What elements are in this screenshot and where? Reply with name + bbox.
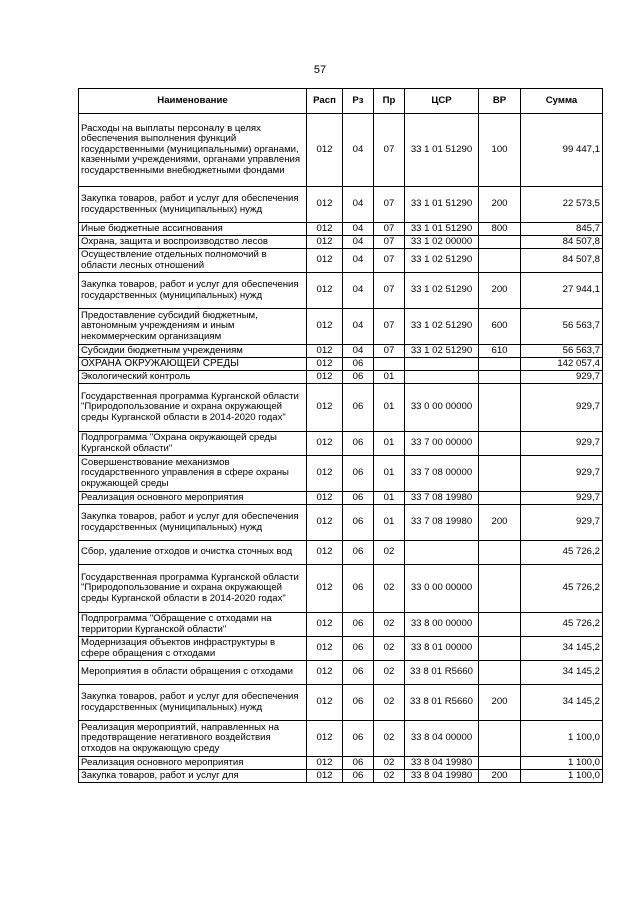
row-pr-cell: 02: [374, 637, 405, 661]
row-pr-cell: 02: [374, 685, 405, 721]
row-vr-cell: [479, 384, 521, 432]
row-rasp-cell: 012: [307, 637, 343, 661]
row-vr-cell: 200: [479, 505, 521, 541]
row-sum-cell: 1 100,0: [521, 770, 603, 783]
row-name-cell: ОХРАНА ОКРУЖАЮЩЕЙ СРЕДЫ: [79, 358, 307, 371]
row-vr-cell: 200: [479, 273, 521, 309]
budget-table: [78, 88, 603, 783]
row-name-cell: Модернизация объектов инфраструктуры в сфере обращения с отходами: [79, 637, 307, 661]
row-rz-cell: 06: [343, 565, 374, 613]
row-name-cell: Экологический контроль: [79, 371, 307, 384]
header-pr: Пр: [374, 89, 405, 114]
table-row: [79, 358, 603, 371]
row-rasp-cell: 012: [307, 187, 343, 223]
row-name-cell: Осуществление отдельных полномочий в области лесных отношений: [79, 249, 307, 273]
row-csr-cell: 33 7 00 00000: [405, 432, 479, 456]
row-rz-cell: 06: [343, 541, 374, 565]
row-rz-cell: 06: [343, 661, 374, 685]
table-row: [79, 770, 603, 783]
row-rz-cell: 04: [343, 223, 374, 236]
row-sum-cell: 929,7: [521, 371, 603, 384]
row-pr-cell: 02: [374, 770, 405, 783]
row-sum-cell: 45 726,2: [521, 565, 603, 613]
row-vr-cell: [479, 432, 521, 456]
row-rz-cell: 06: [343, 613, 374, 637]
row-csr-cell: [405, 541, 479, 565]
row-rz-cell: 04: [343, 309, 374, 345]
row-rz-cell: 06: [343, 492, 374, 505]
row-name-cell: Закупка товаров, работ и услуг для обеспечения государственных (муниципальных) нужд: [79, 505, 307, 541]
row-vr-cell: [479, 637, 521, 661]
row-pr-cell: 07: [374, 273, 405, 309]
table-row: [79, 721, 603, 757]
row-csr-cell: 33 8 01 00000: [405, 637, 479, 661]
row-sum-cell: 56 563,7: [521, 345, 603, 358]
table-row: [79, 757, 603, 770]
row-name-cell: Закупка товаров, работ и услуг для обеспечения государственных (муниципальных) нужд: [79, 187, 307, 223]
row-rz-cell: 04: [343, 187, 374, 223]
row-name-cell: Государственная программа Курганской области "Природопользование и охрана окружающей среды Курганской области в 2014-2020 годах": [79, 384, 307, 432]
row-sum-cell: 929,7: [521, 492, 603, 505]
row-sum-cell: 84 507,8: [521, 236, 603, 249]
row-rz-cell: 06: [343, 371, 374, 384]
row-rasp-cell: 012: [307, 685, 343, 721]
row-vr-cell: 200: [479, 770, 521, 783]
row-rz-cell: 06: [343, 757, 374, 770]
row-rasp-cell: 012: [307, 721, 343, 757]
row-name-cell: Расходы на выплаты персоналу в целях обеспечения выполнения функций государственными (муниципальными) органами, казенными учреждениями, органами управления государственными внебюджетными фондами: [79, 114, 307, 187]
row-vr-cell: [479, 456, 521, 492]
header-name: Наименование: [79, 89, 307, 114]
header-vr: ВР: [479, 89, 521, 114]
row-pr-cell: 02: [374, 613, 405, 637]
table-row: [79, 492, 603, 505]
row-csr-cell: 33 1 02 51290: [405, 273, 479, 309]
row-name-cell: Государственная программа Курганской области "Природопользование и охрана окружающей среды Курганской области в 2014-2020 годах": [79, 565, 307, 613]
row-pr-cell: 01: [374, 492, 405, 505]
row-csr-cell: 33 7 08 19980: [405, 505, 479, 541]
row-csr-cell: 33 0 00 00000: [405, 565, 479, 613]
table-row: [79, 187, 603, 223]
row-pr-cell: 07: [374, 236, 405, 249]
row-sum-cell: 929,7: [521, 505, 603, 541]
header-rz: Рз: [343, 89, 374, 114]
row-name-cell: Подпрограмма "Охрана окружающей среды Курганской области": [79, 432, 307, 456]
row-sum-cell: 1 100,0: [521, 721, 603, 757]
row-vr-cell: [479, 541, 521, 565]
row-vr-cell: 600: [479, 309, 521, 345]
row-csr-cell: 33 8 00 00000: [405, 613, 479, 637]
row-sum-cell: 929,7: [521, 456, 603, 492]
row-csr-cell: 33 8 04 19980: [405, 757, 479, 770]
row-csr-cell: 33 8 01 R5660: [405, 685, 479, 721]
table-header-row: [79, 89, 603, 114]
row-pr-cell: 07: [374, 249, 405, 273]
row-pr-cell: 07: [374, 309, 405, 345]
row-pr-cell: 07: [374, 223, 405, 236]
row-name-cell: Реализация основного мероприятия: [79, 757, 307, 770]
row-csr-cell: [405, 358, 479, 371]
row-name-cell: Субсидии бюджетным учреждениям: [79, 345, 307, 358]
row-rasp-cell: 012: [307, 613, 343, 637]
row-vr-cell: [479, 565, 521, 613]
table-row: [79, 371, 603, 384]
row-rz-cell: 06: [343, 505, 374, 541]
row-rz-cell: 06: [343, 770, 374, 783]
row-name-cell: Мероприятия в области обращения с отходами: [79, 661, 307, 685]
row-name-cell: Охрана, защита и воспроизводство лесов: [79, 236, 307, 249]
row-rasp-cell: 012: [307, 492, 343, 505]
row-name-cell: Закупка товаров, работ и услуг для: [79, 770, 307, 783]
row-sum-cell: 27 944,1: [521, 273, 603, 309]
row-pr-cell: 01: [374, 456, 405, 492]
row-sum-cell: 142 057,4: [521, 358, 603, 371]
row-pr-cell: 02: [374, 661, 405, 685]
row-name-cell: Закупка товаров, работ и услуг для обеспечения государственных (муниципальных) нужд: [79, 685, 307, 721]
header-rasp: Расп: [307, 89, 343, 114]
row-sum-cell: 929,7: [521, 432, 603, 456]
row-vr-cell: [479, 371, 521, 384]
row-csr-cell: 33 7 08 19980: [405, 492, 479, 505]
row-name-cell: Сбор, удаление отходов и очистка сточных вод: [79, 541, 307, 565]
table-row: [79, 432, 603, 456]
row-pr-cell: 01: [374, 371, 405, 384]
row-rasp-cell: 012: [307, 565, 343, 613]
row-rz-cell: 06: [343, 432, 374, 456]
table-row: [79, 565, 603, 613]
row-vr-cell: [479, 661, 521, 685]
row-rasp-cell: 012: [307, 358, 343, 371]
row-sum-cell: 45 726,2: [521, 541, 603, 565]
row-rasp-cell: 012: [307, 770, 343, 783]
row-pr-cell: 01: [374, 432, 405, 456]
row-rz-cell: 06: [343, 721, 374, 757]
page-number: 57: [313, 64, 327, 76]
table-row: [79, 223, 603, 236]
row-csr-cell: 33 0 00 00000: [405, 384, 479, 432]
row-rasp-cell: 012: [307, 273, 343, 309]
table-row: [79, 345, 603, 358]
row-rasp-cell: 012: [307, 249, 343, 273]
row-vr-cell: [479, 721, 521, 757]
table-row: [79, 114, 603, 187]
row-pr-cell: 07: [374, 187, 405, 223]
row-rasp-cell: 012: [307, 309, 343, 345]
row-csr-cell: 33 1 02 00000: [405, 236, 479, 249]
row-csr-cell: 33 1 02 51290: [405, 309, 479, 345]
row-vr-cell: [479, 236, 521, 249]
row-sum-cell: 22 573,5: [521, 187, 603, 223]
row-sum-cell: 45 726,2: [521, 613, 603, 637]
row-pr-cell: 01: [374, 384, 405, 432]
table-row: [79, 456, 603, 492]
row-rasp-cell: 012: [307, 432, 343, 456]
row-name-cell: Совершенствование механизмов государственного управления в сфере охраны окружающей среды: [79, 456, 307, 492]
row-sum-cell: 34 145,2: [521, 637, 603, 661]
row-rasp-cell: 012: [307, 384, 343, 432]
row-rz-cell: 06: [343, 637, 374, 661]
row-sum-cell: 84 507,8: [521, 249, 603, 273]
header-sum: Сумма: [521, 89, 603, 114]
table-row: [79, 309, 603, 345]
row-pr-cell: [374, 358, 405, 371]
row-rasp-cell: 012: [307, 757, 343, 770]
row-csr-cell: 33 1 02 51290: [405, 249, 479, 273]
row-pr-cell: 02: [374, 721, 405, 757]
table-row: [79, 384, 603, 432]
row-pr-cell: 02: [374, 757, 405, 770]
row-csr-cell: 33 7 08 00000: [405, 456, 479, 492]
row-vr-cell: [479, 613, 521, 637]
header-csr: ЦСР: [405, 89, 479, 114]
row-rasp-cell: 012: [307, 505, 343, 541]
row-rz-cell: 04: [343, 273, 374, 309]
row-rasp-cell: 012: [307, 114, 343, 187]
row-name-cell: Предоставление субсидий бюджетным, автономным учреждениям и иным некоммерческим организациям: [79, 309, 307, 345]
row-name-cell: Иные бюджетные ассигнования: [79, 223, 307, 236]
row-csr-cell: [405, 371, 479, 384]
row-vr-cell: 100: [479, 114, 521, 187]
row-csr-cell: 33 1 01 51290: [405, 114, 479, 187]
table-row: [79, 505, 603, 541]
row-sum-cell: 929,7: [521, 384, 603, 432]
row-pr-cell: 02: [374, 565, 405, 613]
row-pr-cell: 01: [374, 505, 405, 541]
row-pr-cell: 07: [374, 114, 405, 187]
row-sum-cell: 1 100,0: [521, 757, 603, 770]
row-csr-cell: 33 1 01 51290: [405, 187, 479, 223]
table-row: [79, 661, 603, 685]
row-rz-cell: 06: [343, 384, 374, 432]
row-pr-cell: 07: [374, 345, 405, 358]
table-row: [79, 637, 603, 661]
row-rasp-cell: 012: [307, 456, 343, 492]
table-row: [79, 613, 603, 637]
row-sum-cell: 34 145,2: [521, 685, 603, 721]
table-row: [79, 236, 603, 249]
row-sum-cell: 56 563,7: [521, 309, 603, 345]
row-vr-cell: 200: [479, 685, 521, 721]
row-rz-cell: 04: [343, 249, 374, 273]
row-sum-cell: 34 145,2: [521, 661, 603, 685]
row-name-cell: Реализация мероприятий, направленных на предотвращение негативного воздействия отходов на окружающую среду: [79, 721, 307, 757]
row-rz-cell: 04: [343, 345, 374, 358]
row-pr-cell: 02: [374, 541, 405, 565]
row-csr-cell: 33 1 01 51290: [405, 223, 479, 236]
row-vr-cell: [479, 358, 521, 371]
row-name-cell: Подпрограмма "Обращение с отходами на территории Курганской области": [79, 613, 307, 637]
row-csr-cell: 33 8 04 19980: [405, 770, 479, 783]
row-vr-cell: 200: [479, 187, 521, 223]
row-vr-cell: [479, 492, 521, 505]
row-name-cell: Закупка товаров, работ и услуг для обеспечения государственных (муниципальных) нужд: [79, 273, 307, 309]
row-rz-cell: 04: [343, 114, 374, 187]
row-rasp-cell: 012: [307, 236, 343, 249]
row-rasp-cell: 012: [307, 223, 343, 236]
row-sum-cell: 99 447,1: [521, 114, 603, 187]
row-vr-cell: 800: [479, 223, 521, 236]
row-name-cell: Реализация основного мероприятия: [79, 492, 307, 505]
row-rz-cell: 06: [343, 456, 374, 492]
table-body: [79, 114, 603, 783]
row-rasp-cell: 012: [307, 541, 343, 565]
table-row: [79, 273, 603, 309]
row-vr-cell: 610: [479, 345, 521, 358]
row-vr-cell: [479, 249, 521, 273]
row-rasp-cell: 012: [307, 371, 343, 384]
row-rz-cell: 06: [343, 358, 374, 371]
row-csr-cell: 33 1 02 51290: [405, 345, 479, 358]
row-vr-cell: [479, 757, 521, 770]
row-sum-cell: 845,7: [521, 223, 603, 236]
table-row: [79, 541, 603, 565]
row-csr-cell: 33 8 04 00000: [405, 721, 479, 757]
row-rasp-cell: 012: [307, 661, 343, 685]
row-rz-cell: 06: [343, 685, 374, 721]
table-row: [79, 685, 603, 721]
row-csr-cell: 33 8 01 R5660: [405, 661, 479, 685]
row-rz-cell: 04: [343, 236, 374, 249]
table-row: [79, 249, 603, 273]
row-rasp-cell: 012: [307, 345, 343, 358]
